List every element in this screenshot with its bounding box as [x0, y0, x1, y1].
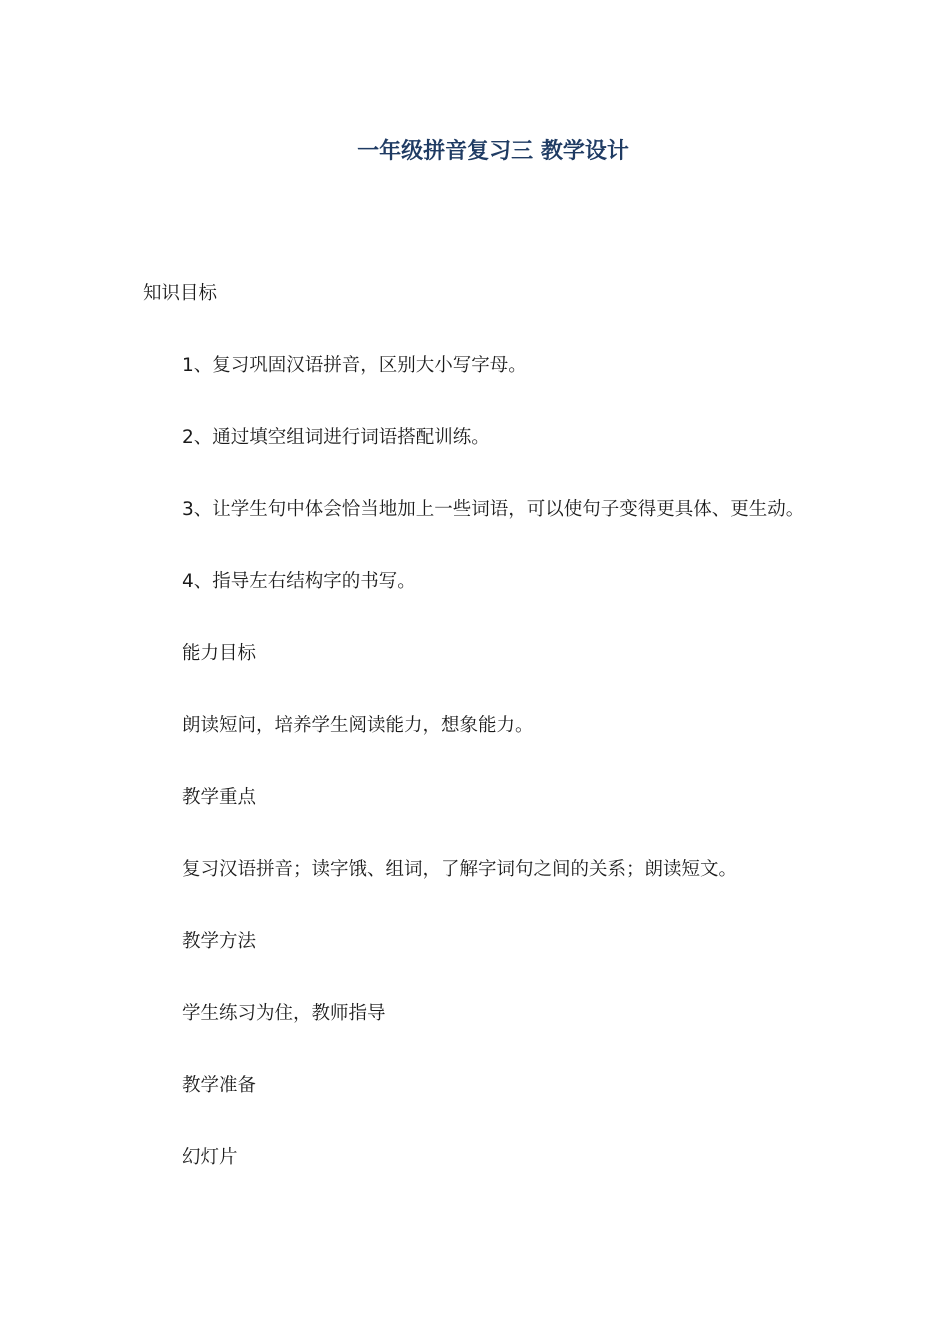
section-heading-ability-goals: 能力目标	[182, 643, 257, 664]
paragraph: 幻灯片	[182, 1147, 238, 1168]
paragraph: 朗读短问，培养学生阅读能力，想象能力。	[182, 715, 534, 736]
list-item: 4、指导左右结构字的书写。	[182, 571, 416, 592]
paragraph: 学生练习为住，教师指导	[182, 1003, 386, 1024]
section-heading-teaching-focus: 教学重点	[182, 787, 257, 808]
list-item: 2、通过填空组词进行词语搭配训练。	[182, 427, 490, 448]
list-item: 1、复习巩固汉语拼音，区别大小写字母。	[182, 355, 527, 376]
list-item: 3、让学生句中体会恰当地加上一些词语，可以使句子变得更具体、更生动。	[182, 499, 805, 520]
section-heading-teaching-method: 教学方法	[182, 931, 257, 952]
section-heading-teaching-preparation: 教学准备	[182, 1075, 257, 1096]
document-title: 一年级拼音复习三 教学设计	[357, 139, 629, 164]
paragraph: 复习汉语拼音；读字饿、组词，了解字词句之间的关系；朗读短文。	[182, 859, 738, 880]
section-heading-knowledge-goals: 知识目标	[143, 283, 218, 304]
